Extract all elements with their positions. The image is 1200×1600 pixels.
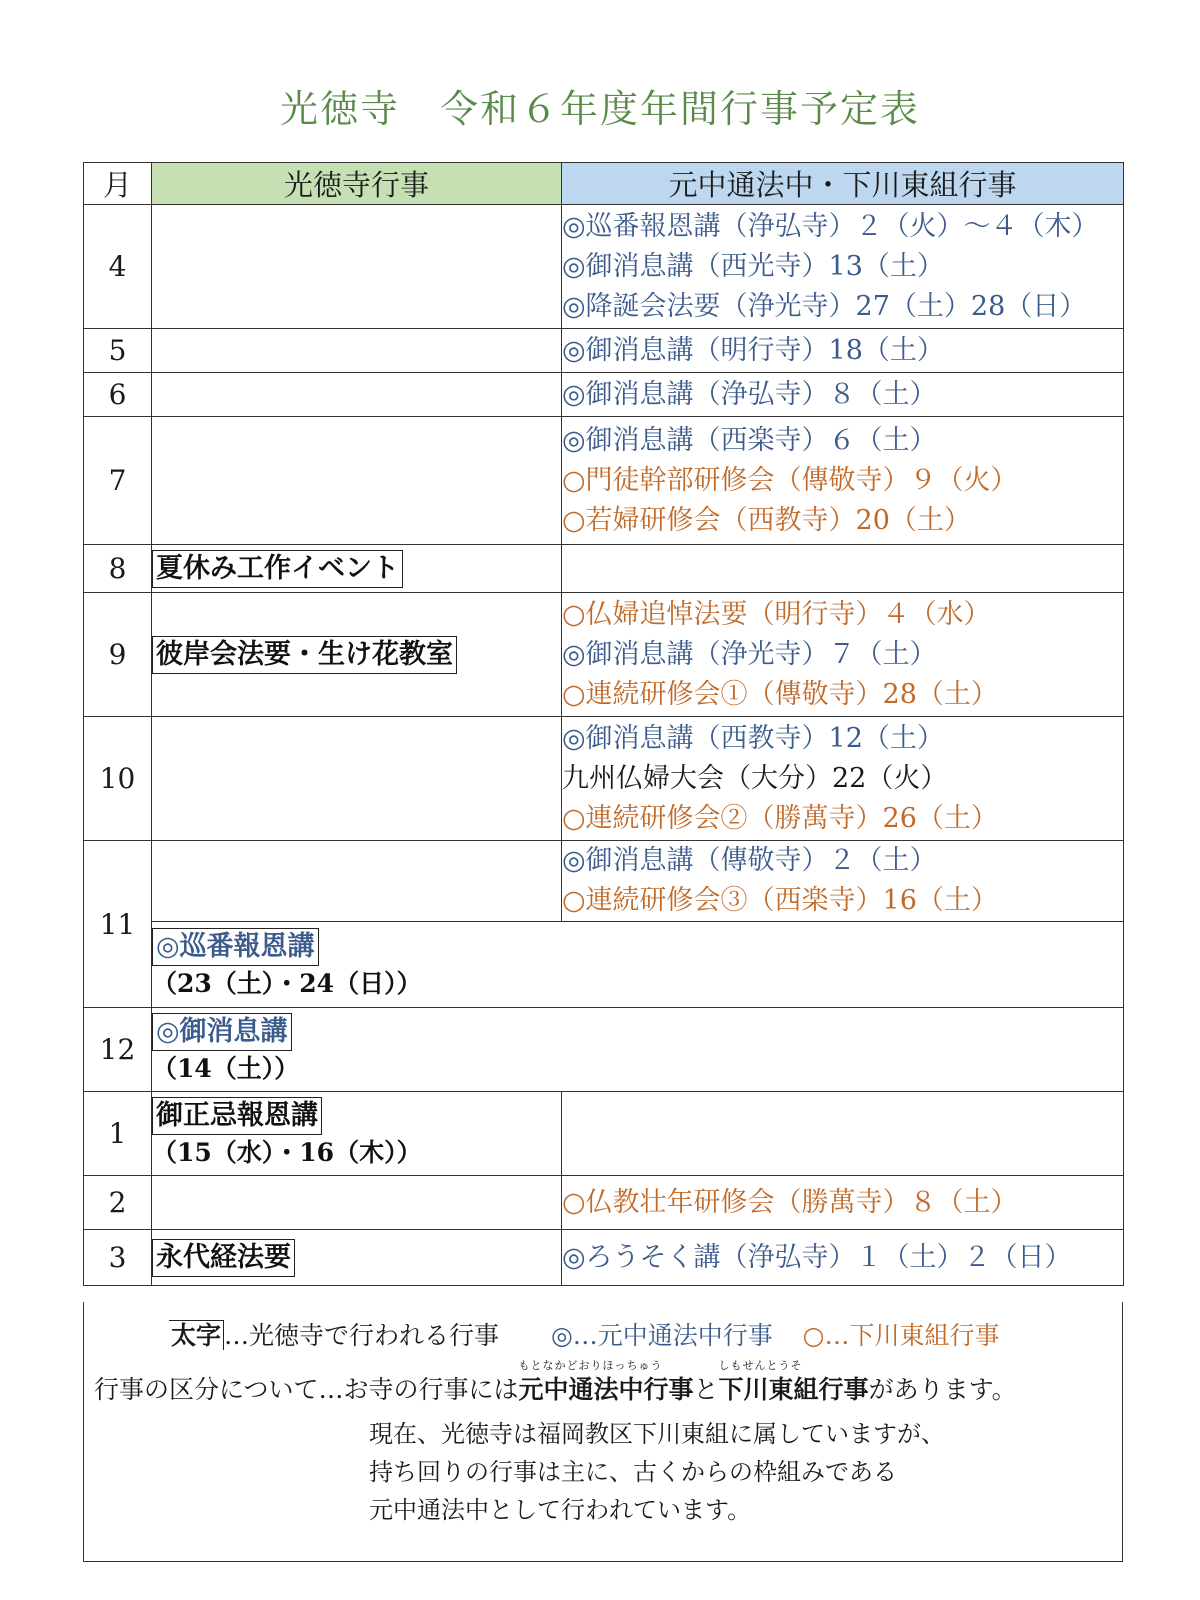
- month-cell: 10: [84, 717, 152, 841]
- event-item: ○連続研修会②（勝萬寺）26（土）: [562, 802, 998, 834]
- month-cell: 7: [84, 417, 152, 545]
- moto-cell: [562, 841, 1124, 922]
- kotoku-event: 永代経法要: [152, 1239, 295, 1277]
- event-item: ◎ろうそく講（浄弘寺）１（土）２（日）: [562, 1241, 1072, 1273]
- kotoku-event: ◎御消息講: [152, 1013, 292, 1051]
- moto-cell: [562, 1176, 1124, 1230]
- legend-circle: ○…下川東組行事: [802, 1321, 1000, 1350]
- page-title: 光徳寺 令和６年度年間行事予定表: [279, 87, 920, 131]
- table-row: [84, 593, 1124, 717]
- month-cell: 2: [84, 1176, 152, 1230]
- month-cell: 3: [84, 1230, 152, 1286]
- month-cell: 8: [84, 545, 152, 593]
- event-item: ○門徒幹部研修会（傳敬寺）９（火）: [562, 464, 1018, 496]
- legend-paragraph-line: 持ち回りの行事は主に、古くからの枠組みである: [369, 1458, 897, 1486]
- table-row: [84, 545, 1124, 593]
- legend-bold-desc: …光徳寺で行われる行事: [224, 1321, 500, 1350]
- schedule-table: [83, 162, 1124, 1286]
- kotoku-event: 夏休み工作イベント: [152, 550, 403, 588]
- header-kotoku-events: 光徳寺行事: [152, 163, 562, 205]
- kotoku-cell: [152, 1008, 1124, 1092]
- legend-paragraph-line: 現在、光徳寺は福岡教区下川東組に属していますが、: [369, 1420, 945, 1448]
- event-item: ◎御消息講（浄光寺）７（土）: [562, 638, 937, 670]
- table-row: [84, 717, 1124, 841]
- month-cell: 9: [84, 593, 152, 717]
- month-cell: 4: [84, 205, 152, 329]
- table-row: [84, 373, 1124, 417]
- legend-bold-label: 太字: [169, 1320, 224, 1350]
- event-item: ◎御消息講（西楽寺）６（土）: [562, 424, 937, 456]
- legend-text: があります。: [868, 1375, 1017, 1404]
- kotoku-cell: [152, 545, 562, 593]
- moto-cell: [562, 593, 1124, 717]
- legend-key: [169, 1316, 1000, 1352]
- event-item: ○若婦研修会（西教寺）20（土）: [562, 504, 971, 536]
- legend-text: 行事の区分について…お寺の行事には: [94, 1375, 519, 1404]
- month-cell: 5: [84, 329, 152, 373]
- event-item: ○仏教壮年研修会（勝萬寺）８（土）: [562, 1186, 1018, 1218]
- kotoku-cell: [152, 717, 562, 841]
- kotoku-cell: [152, 329, 562, 373]
- kotoku-cell: [152, 205, 562, 329]
- event-item: ◎御消息講（傳敬寺）２（土）: [562, 845, 937, 876]
- month-cell: 1: [84, 1092, 152, 1176]
- event-item: ◎御消息講（西光寺）13（土）: [562, 250, 944, 282]
- legend-shimo-term: [718, 1359, 869, 1404]
- table-row: [84, 841, 1124, 922]
- table-row: [84, 922, 1124, 1008]
- legend-text: と: [693, 1375, 719, 1404]
- table-row: [84, 1092, 1124, 1176]
- moto-cell: [562, 1092, 1124, 1176]
- moto-cell: [562, 373, 1124, 417]
- table-row: [84, 1230, 1124, 1286]
- kotoku-event-date: （23（土）・24（日））: [152, 968, 422, 998]
- kotoku-cell: [152, 1176, 562, 1230]
- event-item: ◎降誕会法要（浄光寺）27（土）28（日）: [562, 290, 1087, 322]
- legend-box: [83, 1302, 1123, 1562]
- event-item: ◎御消息講（西教寺）12（土）: [562, 722, 944, 754]
- ruby-reading: しもせんとうそ: [718, 1359, 803, 1372]
- legend-double-circle: ◎…元中通法中行事: [550, 1321, 773, 1350]
- kotoku-cell: [152, 1092, 562, 1176]
- event-item: ◎巡番報恩講（浄弘寺）２（火）～４（木）: [562, 210, 1099, 242]
- kotoku-event: 彼岸会法要・生け花教室: [152, 636, 457, 674]
- kotoku-event: ◎巡番報恩講: [152, 928, 319, 966]
- legend-moto-term: [518, 1359, 694, 1404]
- event-item: ○仏婦追悼法要（明行寺）４（水）: [562, 598, 991, 630]
- event-item: 九州仏婦大会（大分）22（火）: [562, 762, 948, 794]
- legend-classification: [94, 1359, 1017, 1406]
- kotoku-event-date: （14（土））: [152, 1053, 300, 1083]
- kotoku-cell: [152, 841, 562, 922]
- event-item: ◎御消息講（浄弘寺）８（土）: [562, 378, 937, 410]
- moto-cell: [562, 417, 1124, 545]
- legend-term: 下川東組行事: [718, 1375, 869, 1404]
- month-cell: 12: [84, 1008, 152, 1092]
- header-moto-events: 元中通法中・下川東組行事: [562, 163, 1124, 205]
- legend-paragraph-line: 元中通法中として行われています。: [369, 1496, 752, 1524]
- kotoku-cell: [152, 373, 562, 417]
- moto-cell: [562, 205, 1124, 329]
- table-row: [84, 417, 1124, 545]
- event-item: ○連続研修会③（西楽寺）16（土）: [562, 885, 998, 916]
- table-row: [84, 329, 1124, 373]
- ruby-reading: もとなかどおりほっちゅう: [518, 1359, 663, 1372]
- moto-cell: [562, 1230, 1124, 1286]
- month-cell: 11: [84, 841, 152, 1008]
- kotoku-cell: [152, 922, 1124, 1008]
- kotoku-event: 御正忌報恩講: [152, 1097, 322, 1135]
- kotoku-event-date: （15（水）・16（木））: [152, 1137, 422, 1167]
- kotoku-cell: [152, 417, 562, 545]
- legend-term: 元中通法中行事: [518, 1375, 694, 1404]
- kotoku-cell: [152, 593, 562, 717]
- table-row: [84, 205, 1124, 329]
- table-row: [84, 1008, 1124, 1092]
- event-item: ◎御消息講（明行寺）18（土）: [562, 334, 944, 366]
- moto-cell: [562, 329, 1124, 373]
- month-cell: 6: [84, 373, 152, 417]
- table-row: [84, 1176, 1124, 1230]
- moto-cell: [562, 717, 1124, 841]
- moto-cell: [562, 545, 1124, 593]
- table-header-row: [84, 163, 1124, 205]
- kotoku-cell: [152, 1230, 562, 1286]
- header-month: 月: [84, 163, 152, 205]
- event-item: ○連続研修会①（傳敬寺）28（土）: [562, 678, 998, 710]
